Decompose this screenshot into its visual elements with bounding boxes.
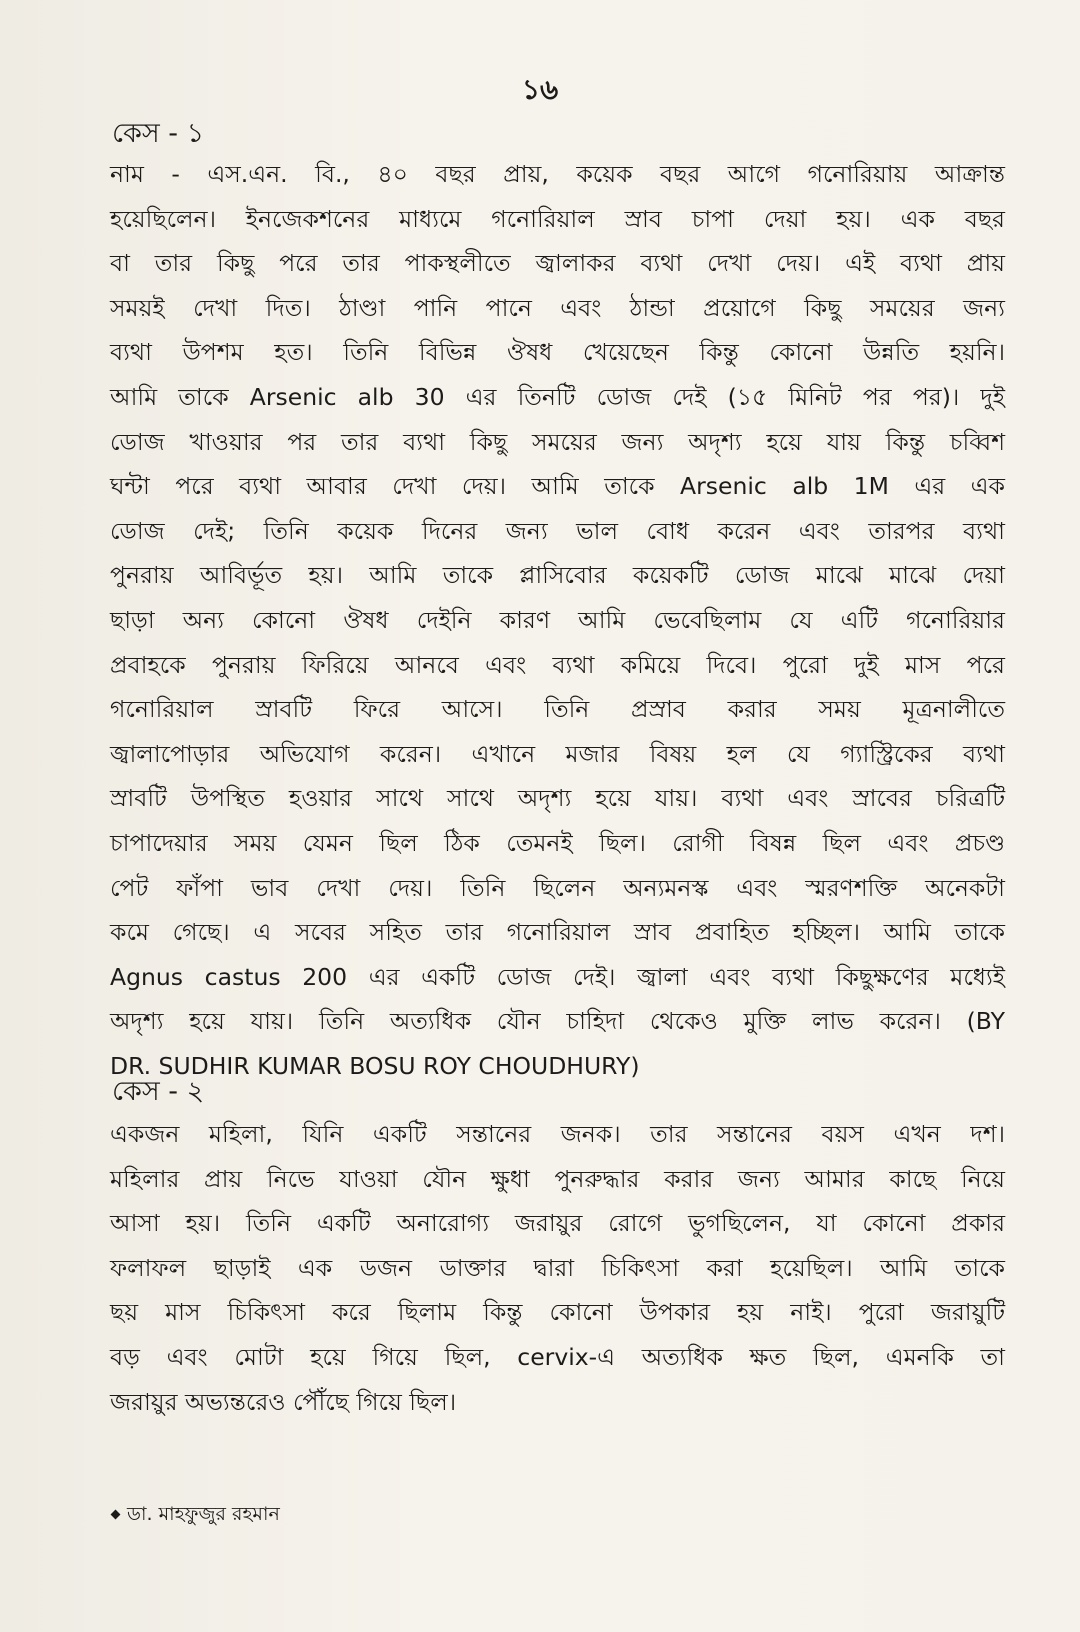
text-line: মহিলার প্রায় নিভে যাওয়া যৌন ক্ষুধা পুনরুদ্ধার করার জন্য আমার কাছে নিয়ে <box>110 1164 1005 1193</box>
text-line: আসা হয়। তিনি একটি অনারোগ্য জরায়ুর রোগে ভুগছিলেন, যা কোনো প্রকার <box>110 1209 1005 1238</box>
page-number: ১৬ <box>521 73 559 106</box>
text-line: চাপাদেয়ার সময় যেমন ছিল ঠিক তেমনই ছিল। রোগী বিষন্ন ছিল এবং প্রচণ্ড <box>110 828 1005 857</box>
text-line: পুনরায় আবির্ভূত হয়। আমি তাকে প্লাসিবোর কয়েকটি ডোজ মাঝে মাঝে দেয়া <box>110 561 1005 590</box>
text-line: ঘন্টা পরে ব্যথা আবার দেখা দেয়। আমি তাকে Arsenic alb 1M এর এক <box>110 472 1005 501</box>
text-line: হয়েছিলেন। ইনজেকশনের মাধ্যমে গনোরিয়াল স্রাব চাপা দেয়া হয়। এক বছর <box>110 204 1005 233</box>
text-line: জ্বালাপোড়ার অভিযোগ করেন। এখানে মজার বিষয় হল যে গ্যাস্ট্রিকের ব্যথা <box>110 739 1005 768</box>
text-line: বড় এবং মোটা হয়ে গিয়ে ছিল, cervix-এ অত্যধিক ক্ষত ছিল, এমনকি তা <box>110 1342 1005 1371</box>
case-1-heading: কেস - ১ <box>112 118 205 149</box>
text-line: Agnus castus 200 এর একটি ডোজ দেই। জ্বালা এবং ব্যথা কিছুক্ষণের মধ্যেই <box>110 962 1005 991</box>
text-line: নাম - এস.এন. বি., ৪০ বছর প্রায়, কয়েক বছর আগে গনোরিয়ায় আক্রান্ত <box>110 160 1005 188</box>
author-name: ডা. মাহফুজুর রহমান <box>127 1503 280 1525</box>
text-line: ফলাফল ছাড়াই এক ডজন ডাক্তার দ্বারা চিকিৎসা করা হয়েছিল। আমি তাকে <box>110 1253 1005 1282</box>
text-line: অদৃশ্য হয়ে যায়। তিনি অত্যধিক যৌন চাহিদা থেকেও মুক্তি লাভ করেন। (BY <box>110 1007 1005 1036</box>
text-line: সময়ই দেখা দিত। ঠাণ্ডা পানি পানে এবং ঠান্ডা প্রয়োগে কিছু সময়ের জন্য <box>110 293 1005 322</box>
case-2-heading: কেস - ২ <box>112 1076 205 1107</box>
text-line: জরায়ুর অভ্যন্তরেও পৌঁছে গিয়ে ছিল। <box>110 1387 457 1416</box>
text-line: বা তার কিছু পরে তার পাকস্থলীতে জ্বালাকর ব্যথা দেখা দেয়। এই ব্যথা প্রায় <box>110 249 1005 278</box>
text-line: ডোজ খাওয়ার পর তার ব্যথা কিছু সময়ের জন্য অদৃশ্য হয়ে যায় কিন্তু চব্বিশ <box>110 427 1005 456</box>
text-line: DR. SUDHIR KUMAR BOSU ROY CHOUDHURY) <box>110 1051 640 1080</box>
text-line: একজন মহিলা, যিনি একটি সন্তানের জনক। তার সন্তানের বয়স এখন দশ। <box>110 1120 1005 1148</box>
text-line: ডোজ দেই; তিনি কয়েক দিনের জন্য ভাল বোধ করেন এবং তারপর ব্যথা <box>110 516 1005 545</box>
footer-author <box>112 1500 280 1532</box>
text-line: ব্যথা উপশম হত। তিনি বিভিন্ন ঔষধ খেয়েছেন কিন্তু কোনো উন্নতি হয়নি। <box>110 338 1005 367</box>
text-line: ছাড়া অন্য কোনো ঔষধ দেইনি কারণ আমি ভেবেছিলাম যে এটি গনোরিয়ার <box>110 605 1005 634</box>
text-line: প্রবাহকে পুনরায় ফিরিয়ে আনবে এবং ব্যথা কমিয়ে দিবে। পুরো দুই মাস পরে <box>110 650 1005 679</box>
text-line: স্রাবটি উপস্থিত হওয়ার সাথে সাথে অদৃশ্য হয়ে যায়। ব্যথা এবং স্রাবের চরিত্রটি <box>110 784 1005 813</box>
case-2-paragraph <box>110 1112 1005 1424</box>
text-line: কমে গেছে। এ সবের সহিত তার গনোরিয়াল স্রাব প্রবাহিত হচ্ছিল। আমি তাকে <box>110 918 1005 947</box>
text-line: গনোরিয়াল স্রাবটি ফিরে আসে। তিনি প্রস্রাব করার সময় মূত্রনালীতে <box>110 695 1005 724</box>
text-line: পেট ফাঁপা ভাব দেখা দেয়। তিনি ছিলেন অন্যমনস্ক এবং স্মরণশক্তি অনেকটা <box>110 873 1005 902</box>
text-line: আমি তাকে Arsenic alb 30 এর তিনটি ডোজ দেই (১৫ মিনিট পর পর)। দুই <box>110 382 1005 411</box>
text-line: ছয় মাস চিকিৎসা করে ছিলাম কিন্তু কোনো উপকার হয় নাই। পুরো জরায়ুটি <box>110 1298 1005 1327</box>
case-1-paragraph <box>110 152 1005 1088</box>
diamond-bullet-icon <box>111 1510 121 1520</box>
